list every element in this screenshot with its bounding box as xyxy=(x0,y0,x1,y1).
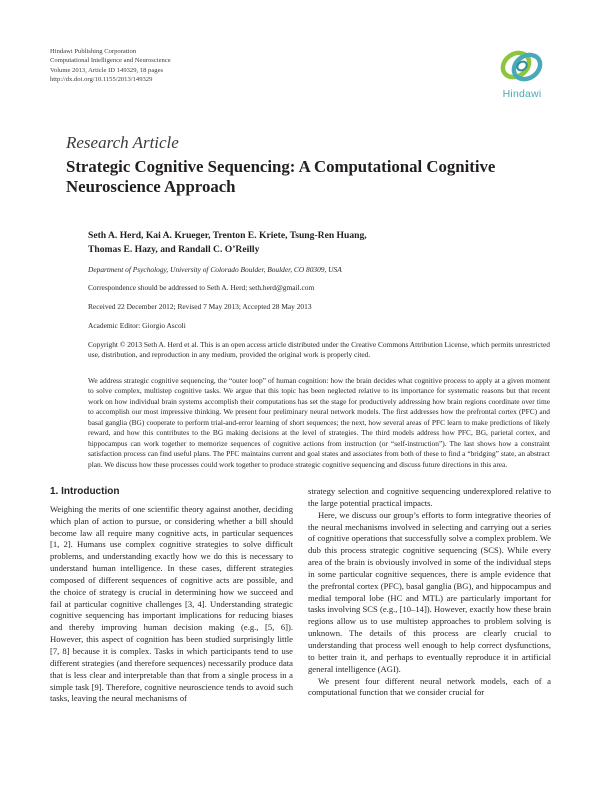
hindawi-logo xyxy=(494,44,550,108)
academic-editor: Academic Editor: Giorgio Ascoli xyxy=(88,321,186,330)
publication-info xyxy=(50,47,171,84)
correspondence: Correspondence should be addressed to Seth A. Herd; seth.herd@gmail.com xyxy=(88,283,315,292)
copyright-notice: Copyright © 2013 Seth A. Herd et al. This is an open access article distributed under the Creative Commons Attribution License, which permits unrestricted use, distribution, and reproduction in any medium, provided the original work is properly cited. xyxy=(88,340,550,360)
article-title: Strategic Cognitive Sequencing: A Computational Cognitive Neuroscience Approach xyxy=(66,157,496,196)
body-paragraph: We present four different neural network models, each of a computational function that we consider crucial for xyxy=(308,675,551,698)
body-paragraph: Here, we discuss our group’s efforts to form integrative theories of the neural mechanisms involved in selecting and carrying out a series of cognitive operations that successfully solve a complex problem. We dub this process strategic cognitive sequencing (SCS). While every area of the brain is obviously involved in some of the individual steps in some particular cognitive sequences, there is ample evidence that the prefrontal cortex (PFC), basal ganglia (BG), and hippocampus and medial temporal lobe (HC and MTL) are particularly important for tasks involving SCS (e.g., [10–14]). However, exactly how these brain regions allow us to use multistep approaches to problem solving is unknown. The details of this process are clearly crucial to understanding that process well enough to help correct dysfunctions, to better train it, and perhaps to eventually reproduce it in artificial general intelligence (AGI). xyxy=(308,509,551,674)
volume-info: Volume 2013, Article ID 149329, 18 pages xyxy=(50,66,164,74)
body-column-left xyxy=(50,486,293,705)
abstract xyxy=(88,376,550,470)
body-paragraph: Weighing the merits of one scientific theory against another, deciding which plan of action to pursue, or considering whether a bill should become law all require many cognitive acts, in particular sequences [1, 2]. Humans use complex cognitive strategies to solve difficult problems, and understanding exactly how we do this is necessary to understand human intelligence. In these cases, different strategies composed of different sequences of cognitive acts are possible, and the choice of strategy is crucial in determining how we succeed and fail at particular cognitive challenges [3, 4]. Understanding strategic cognitive sequencing has important implications for reducing biases and thereby improving human decision making (e.g., [5, 6]). However, this aspect of cognition has been studied surprisingly little [7, 8] because it is complex. Tasks in which participants tend to use different strategies (and therefore sequences) necessarily produce data that is less clear and interpretable than that from a single process in a simple task [9]. Therefore, cognitive neuroscience tends to avoid such tasks, leaving the neural mechanisms of xyxy=(50,503,293,704)
body-paragraph: strategy selection and cognitive sequencing underexplored relative to the large potential practical impacts. xyxy=(308,486,551,508)
authors-line-2: Thomas E. Hazy, and Randall C. O’Reilly xyxy=(88,243,260,255)
body-column-right xyxy=(308,486,551,699)
article-type: Research Article xyxy=(66,133,179,152)
publisher-name: Hindawi Publishing Corporation xyxy=(50,48,137,55)
journal-name: Computational Intelligence and Neuroscience xyxy=(50,57,171,65)
hindawi-logo-text: Hindawi xyxy=(502,88,542,100)
affiliation: Department of Psychology, University of Colorado Boulder, Boulder, CO 80309, USA xyxy=(88,265,342,274)
doi-link[interactable]: http://dx.doi.org/10.1155/2013/149329 xyxy=(50,75,153,83)
hindawi-logo-icon xyxy=(494,44,550,88)
authors-line-1: Seth A. Herd, Kai A. Krueger, Trenton E. Kriete, Tsung-Ren Huang, xyxy=(88,230,367,241)
author-list xyxy=(88,229,448,256)
abstract-text: We address strategic cognitive sequencing, the “outer loop” of human cognition: how the brain decides what cognitive process to apply at a given moment to solve complex, multistep cognitive tasks. We argue that this topic has been neglected relative to its importance for systematic reasons but that recent work on how individual brain systems accomplish their computations has set the stage for productively addressing how brain regions coordinate over time to accomplish our most impressive thinking. We present four preliminary neural network models. The first addresses how the prefrontal cortex (PFC) and basal ganglia (BG) cooperate to perform trial-and-error learning of short sequences; the next, how several areas of PFC learn to make predictions of likely reward, and how this contributes to the BG making decisions at the level of strategies. The third models address how PFC, BG, parietal cortex, and hippocampus can work together to memorize sequences of cognitive actions from instruction (or “self-instruction”). The last shows how a constraint satisfaction process can find useful plans. The PFC maintains current and goal states and associates from both of these to find a “bridging” state, an abstract plan. We discuss how these processes could work together to produce strategic cognitive sequencing and discuss future directions in this area. xyxy=(88,376,550,469)
article-dates: Received 22 December 2012; Revised 7 May 2013; Accepted 28 May 2013 xyxy=(88,302,312,311)
section-heading-introduction: 1. Introduction xyxy=(50,486,120,497)
